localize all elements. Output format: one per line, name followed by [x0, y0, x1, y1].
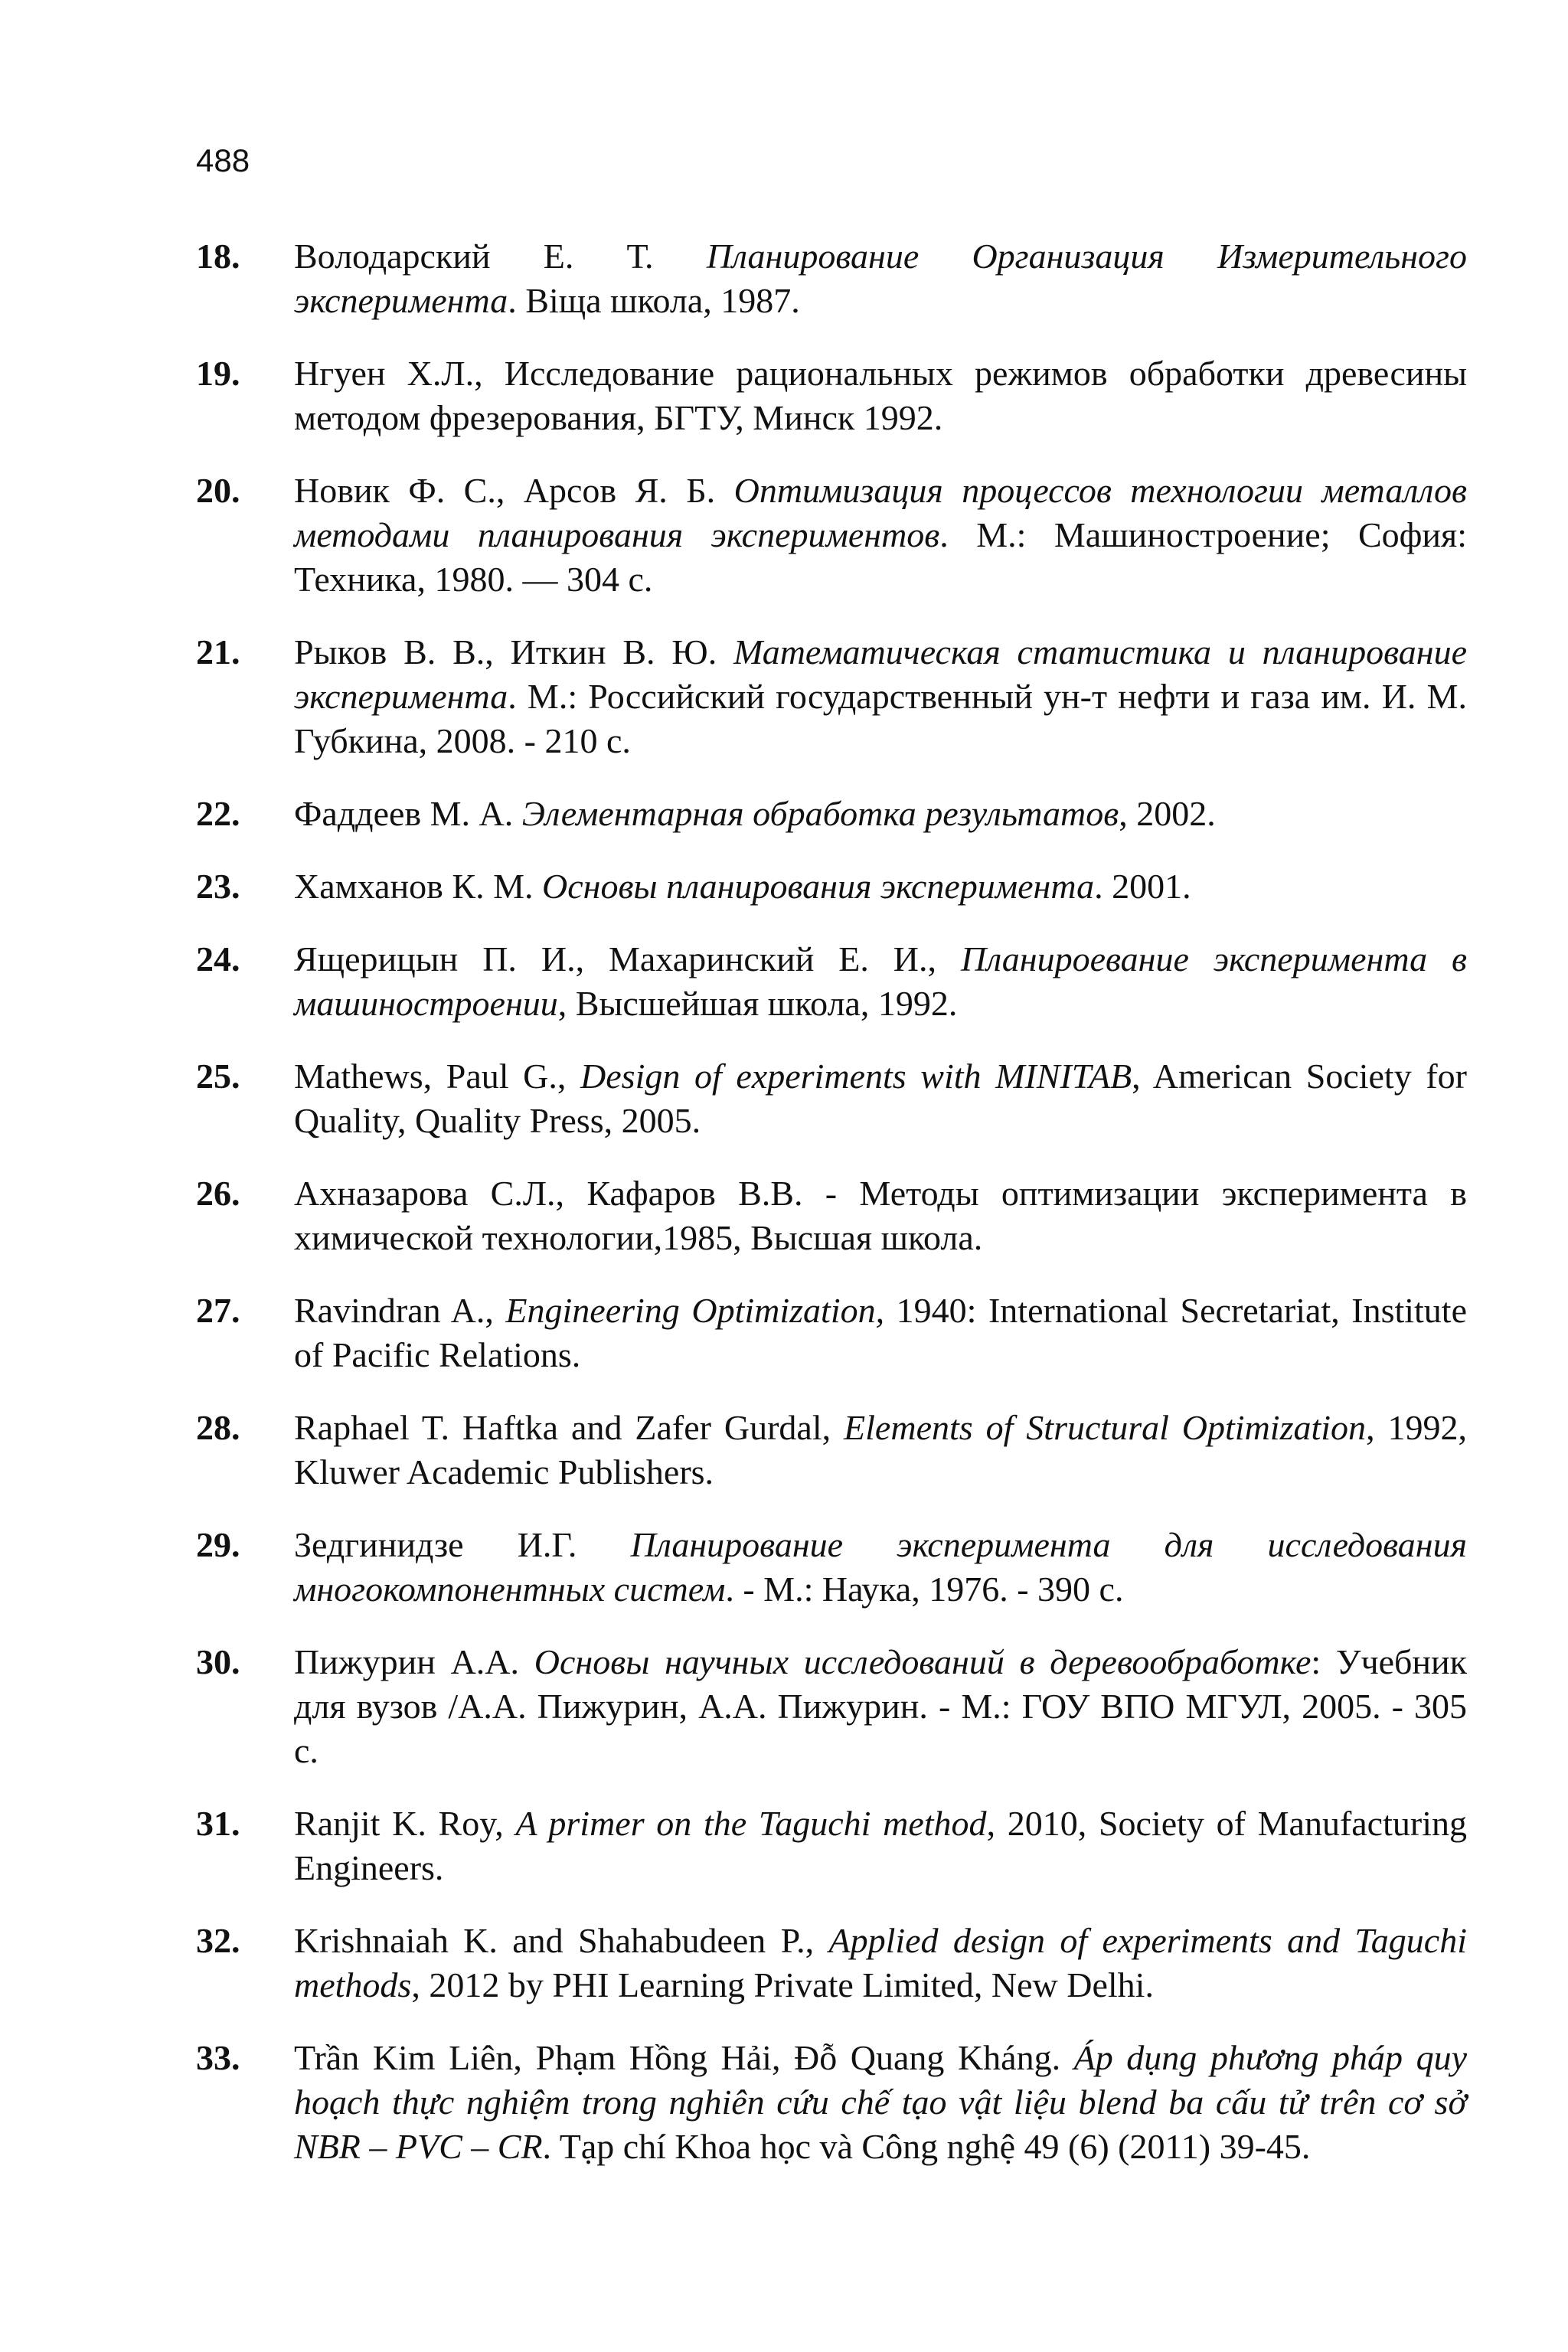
page-number: 488	[196, 142, 250, 178]
reference-number: 29.	[196, 1525, 240, 1564]
reference-item	[196, 1523, 1467, 1612]
reference-title: Элементарная обработка результатов	[521, 794, 1119, 833]
reference-number: 30.	[196, 1642, 240, 1681]
reference-segment: Ranjit K. Roy,	[294, 1804, 516, 1843]
reference-item	[196, 1054, 1467, 1143]
reference-number: 25.	[196, 1057, 240, 1096]
reference-list	[196, 234, 1467, 2197]
reference-text	[294, 864, 1467, 909]
reference-segment: . - М.: Наука, 1976. - 390 с.	[725, 1570, 1124, 1609]
reference-text	[294, 2036, 1467, 2169]
reference-segment: Raphael T. Haftka and Zafer Gurdal,	[294, 1408, 844, 1447]
reference-title: Áp dụng phương pháp quy hoạch thực nghiệm trong nghiên cứu chế tạo vật liệu blend ba cấu tử trên cơ sở NBR – PVC – CR	[294, 2038, 1468, 2166]
reference-segment: , 2010, Society of Manufacturing Engineers.	[294, 1804, 1467, 1887]
reference-text	[294, 792, 1467, 836]
reference-number: 31.	[196, 1804, 240, 1843]
reference-segment: , 2002.	[1119, 794, 1216, 833]
reference-item	[196, 469, 1467, 602]
reference-text	[294, 1919, 1467, 2007]
reference-title: Applied design of experiments and Taguchi methods	[294, 1921, 1467, 2004]
reference-number: 20.	[196, 471, 240, 510]
reference-item	[196, 630, 1467, 763]
reference-segment: , American Society for Quality, Quality Press, 2005.	[294, 1057, 1467, 1140]
reference-number: 32.	[196, 1921, 240, 1960]
reference-item	[196, 1289, 1467, 1377]
reference-text	[294, 234, 1467, 323]
reference-segment: Пижурин А.А.	[294, 1642, 534, 1681]
reference-number: 22.	[196, 794, 240, 833]
reference-title: Основы планирования эксперимента	[541, 867, 1095, 906]
reference-segment: Krishnaiah K. and Shahabudeen P.,	[294, 1921, 829, 1960]
reference-segment: Ravindran A.,	[294, 1291, 506, 1330]
reference-number: 24.	[196, 939, 240, 978]
reference-title: Планирование эксперимента для исследования многокомпонентных систем	[294, 1525, 1467, 1609]
reference-number: 33.	[196, 2038, 240, 2077]
reference-item	[196, 1919, 1467, 2007]
reference-segment: Рыков В. В., Иткин В. Ю.	[294, 632, 734, 671]
reference-segment: Mathews, Paul G.,	[294, 1057, 581, 1096]
reference-item	[196, 1171, 1467, 1260]
reference-title: Elements of Structural Optimization	[844, 1408, 1367, 1447]
reference-segment: Фаддеев М. А.	[294, 794, 522, 833]
reference-segment: : Учебник для вузов /А.А. Пижурин, А.А. Пижурин. - М.: ГОУ ВПО МГУЛ, 2005. - 305 с.	[294, 1642, 1468, 1770]
reference-item	[196, 1640, 1467, 1773]
reference-item	[196, 937, 1467, 1026]
reference-title: A primer on the Taguchi method	[515, 1804, 987, 1843]
reference-item	[196, 2036, 1467, 2169]
reference-segment: Ящерицын П. И., Махаринский Е. И.,	[294, 939, 961, 978]
reference-segment: . Віща школа, 1987.	[508, 281, 800, 320]
reference-segment: Нгуен Х.Л., Исследование рациональных режимов обработки древесины методом фрезерования, БГТУ, Минск 1992.	[294, 354, 1467, 437]
reference-text	[294, 1640, 1467, 1773]
reference-number: 19.	[196, 354, 240, 393]
reference-number: 23.	[196, 867, 240, 906]
reference-item	[196, 1802, 1467, 1890]
reference-title: Планироевание эксперимента в машиностроении	[294, 939, 1467, 1023]
reference-item	[196, 1406, 1467, 1494]
reference-segment: . М.: Российский государственный ун-т нефти и газа им. И. М. Губкина, 2008. - 210 с.	[294, 677, 1467, 760]
reference-segment: 1940: International Secretariat, Institute of Pacific Relations.	[294, 1291, 1468, 1374]
reference-text	[294, 1523, 1467, 1612]
reference-segment: Новик Ф. С., Арсов Я. Б.	[294, 471, 734, 510]
reference-text	[294, 469, 1467, 602]
reference-segment: Зедгинидзе И.Г.	[294, 1525, 631, 1564]
reference-number: 18.	[196, 237, 240, 276]
reference-segment: Trần Kim Liên, Phạm Hồng Hải, Đỗ Quang Kháng.	[294, 2038, 1074, 2077]
reference-number: 28.	[196, 1408, 240, 1447]
reference-segment: . Tạp chí Khoa học và Công nghệ 49 (6) (2011) 39-45.	[542, 2127, 1311, 2166]
reference-segment: Ахназарова С.Л., Кафаров В.В. - Методы оптимизации эксперимента в химической технологии,1985, Высшая школа.	[294, 1174, 1467, 1257]
reference-segment: Хамханов К. М.	[294, 867, 542, 906]
reference-number: 27.	[196, 1291, 240, 1330]
reference-item	[196, 864, 1467, 909]
reference-title: Design of experiments with MINITAB	[580, 1057, 1132, 1096]
reference-item	[196, 234, 1467, 323]
reference-text	[294, 630, 1467, 763]
reference-title: Основы научных исследований в деревообработке	[534, 1642, 1312, 1681]
reference-item	[196, 792, 1467, 836]
reference-text	[294, 1171, 1467, 1260]
reference-text	[294, 1054, 1467, 1143]
reference-title: Математическая статистика и планирование эксперимента	[294, 632, 1468, 716]
reference-segment: , 2012 by PHI Learning Private Limited, New Delhi.	[411, 1965, 1154, 2004]
reference-title: Оптимизация процессов технологии металлов методами планирования экспериментов	[294, 471, 1467, 554]
reference-text	[294, 1289, 1467, 1377]
reference-text	[294, 1802, 1467, 1890]
reference-number: 26.	[196, 1174, 240, 1213]
reference-number: 21.	[196, 632, 240, 671]
reference-item	[196, 351, 1467, 440]
reference-title: Engineering Optimization,	[505, 1291, 885, 1330]
reference-segment: . М.: Машиностроение; София: Техника, 1980. — 304 с.	[294, 515, 1467, 599]
reference-segment: . 2001.	[1094, 867, 1191, 906]
reference-text	[294, 937, 1467, 1026]
reference-text	[294, 1406, 1467, 1494]
reference-text	[294, 351, 1467, 440]
reference-segment: Володарский Е. Т.	[294, 237, 707, 276]
reference-title: Планирование Организация Измерительного эксперимента	[294, 237, 1467, 320]
reference-segment: , Высшейшая школа, 1992.	[557, 984, 958, 1023]
reference-segment: , 1992, Kluwer Academic Publishers.	[294, 1408, 1467, 1491]
